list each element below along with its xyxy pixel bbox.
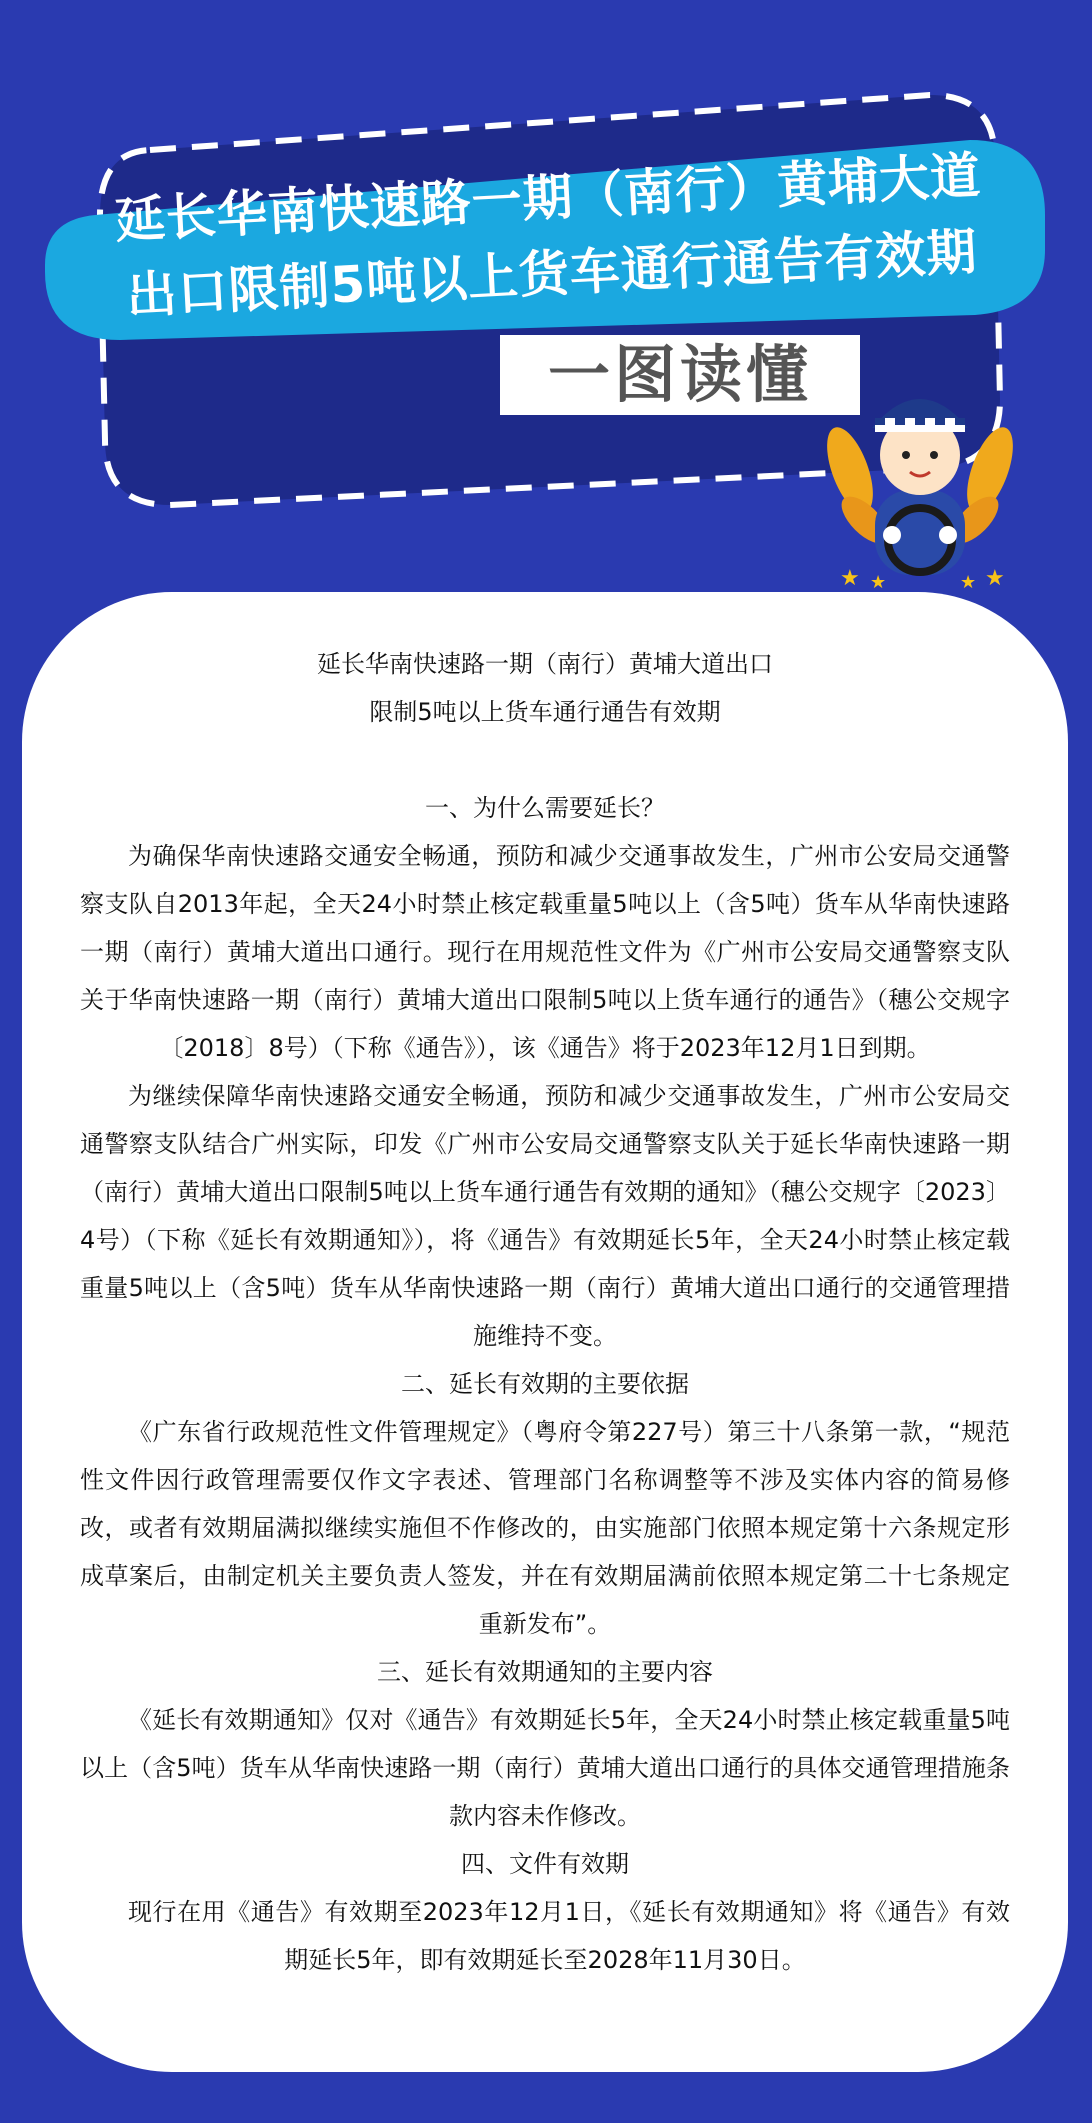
section-2-paragraph: 《广东省行政规范性文件管理规定》（粤府令第227号）第三十八条第一款，“规范性文件因行政管理需要仅作文字表述、管理部门名称调整等不涉及实体内容的简易修改，或者有效期届满拟继续实施但不作修改的，由实施部门依照本规定第十六条规定形成草案后，由制定机关主要负责人签发，并在有效期届满前依照本规定第二十七条规定重新发布”。 — [80, 1418, 1010, 1638]
document-title-line-1: 延长华南快速路一期（南行）黄埔大道出口 — [317, 650, 773, 678]
headline-line-1: 延长华南快速路一期（南行）黄埔大道 — [113, 146, 983, 250]
svg-text:★: ★ — [960, 572, 977, 590]
document-body — [80, 640, 1010, 1984]
headline-line-2: 出口限制5吨以上货车通行通告有效期 — [125, 222, 979, 326]
section-3-paragraph: 《延长有效期通知》仅对《通告》有效期延长5年，全天24小时禁止核定载重量5吨以上（含5吨）货车从华南快速路一期（南行）黄埔大道出口通行的具体交通管理措施条款内容未作修改。 — [80, 1706, 1010, 1830]
section-4-heading: 四、文件有效期 — [461, 1850, 629, 1878]
svg-text:★: ★ — [870, 572, 887, 590]
section-3-heading: 三、延长有效期通知的主要内容 — [377, 1658, 713, 1686]
section-2-heading: 二、延长有效期的主要依据 — [401, 1370, 689, 1398]
section-4-paragraph: 现行在用《通告》有效期至2023年12月1日，《延长有效期通知》将《通告》有效期延长5年，即有效期延长至2028年11月30日。 — [128, 1898, 1010, 1974]
read-at-a-glance-badge: 一图读懂 — [500, 335, 860, 415]
section-1-heading: 一、为什么需要延长？ — [425, 794, 665, 822]
document-title-line-2: 限制5吨以上货车通行通告有效期 — [369, 698, 721, 726]
document-title — [80, 640, 1010, 736]
traffic-police-mascot-icon — [820, 360, 1020, 590]
svg-text:★: ★ — [840, 566, 860, 590]
section-1-paragraph-2: 为继续保障华南快速路交通安全畅通，预防和减少交通事故发生，广州市公安局交通警察支队结合广州实际，印发《广州市公安局交通警察支队关于延长华南快速路一期（南行）黄埔大道出口限制5吨以上货车通行通告有效期的通知》（穗公交规字〔2023〕4号）（下称《延长有效期通知》），将《通告》有效期延长5年，全天24小时禁止核定载重量5吨以上（含5吨）货车从华南快速路一期（南行）黄埔大道出口通行的交通管理措施维持不变。 — [80, 1082, 1010, 1350]
section-1-paragraph-1: 为确保华南快速路交通安全畅通，预防和减少交通事故发生，广州市公安局交通警察支队自2013年起，全天24小时禁止核定载重量5吨以上（含5吨）货车从华南快速路一期（南行）黄埔大道出口通行。现行在用规范性文件为《广州市公安局交通警察支队关于华南快速路一期（南行）黄埔大道出口限制5吨以上货车通行的通告》（穗公交规字〔2018〕8号）（下称《通告》），该《通告》将于2023年12月1日到期。 — [80, 842, 1010, 1062]
svg-text:★: ★ — [985, 566, 1005, 590]
